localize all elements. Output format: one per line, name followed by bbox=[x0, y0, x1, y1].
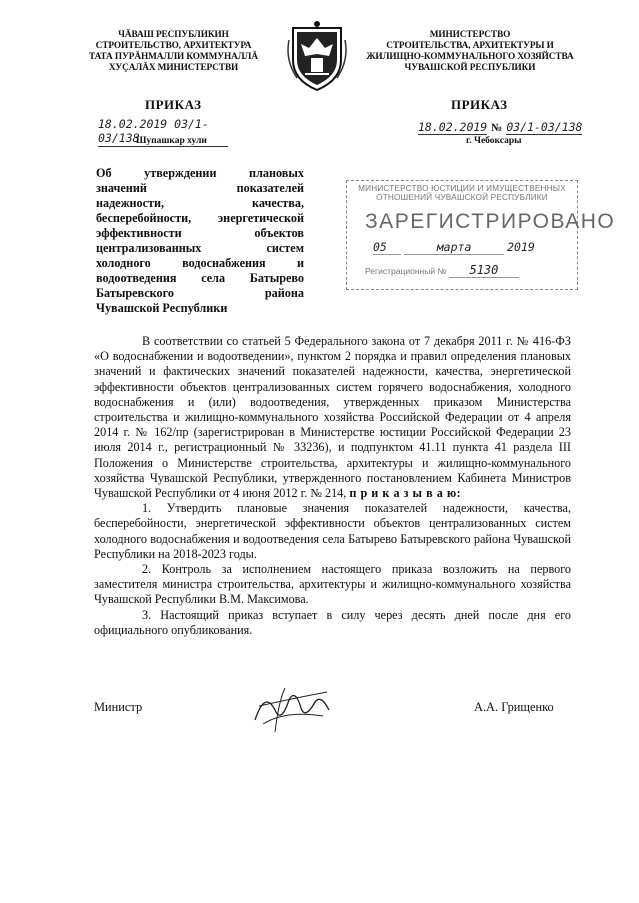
subject-line: централизованных систем bbox=[96, 241, 304, 255]
document-body bbox=[94, 334, 571, 638]
subject-line: водоотведения села Батырево bbox=[96, 271, 304, 285]
body-paragraph: 3. Настоящий приказ вступает в силу через десять дней после дня его официального опубликования. bbox=[94, 607, 571, 637]
signer-position: Министр bbox=[94, 700, 143, 714]
order-word: п р и к а з ы в а ю: bbox=[349, 486, 462, 501]
subject-line: эффективности объектов bbox=[96, 226, 304, 240]
header-right-line: СТРОИТЕЛЬСТВА, АРХИТЕКТУРЫ И bbox=[386, 41, 554, 51]
number-sign: № bbox=[491, 122, 503, 134]
stamp-line: ОТНОШЕНИЙ ЧУВАШСКОЙ РЕСПУБЛИКИ bbox=[376, 193, 548, 202]
stamp-reg-number: 5130 bbox=[449, 263, 519, 278]
left-title: ПРИКАЗ bbox=[145, 97, 202, 112]
signer-name: А.А. Грищенко bbox=[474, 700, 554, 714]
subject-line: Батыревского района bbox=[96, 286, 304, 300]
right-date: 18.02.2019 bbox=[418, 120, 488, 134]
header-right-line: ЖИЛИЩНО-КОММУНАЛЬНОГО ХОЗЯЙСТВА bbox=[366, 52, 574, 62]
header-right-line: ЧУВАШСКОЙ РЕСПУБЛИКИ bbox=[404, 63, 536, 73]
header-left bbox=[66, 30, 281, 74]
body-paragraph: 1. Утвердить плановые значения показателей надежности, качества, бесперебойности, энергетической эффективности объектов централизованных систем холодного водоснабжения и водоотведения села Батырево Батыревского района Чувашской Республики на 2018-2023 годы. bbox=[94, 501, 571, 561]
stamp-line: МИНИСТЕРСТВО ЮСТИЦИИ И ИМУЩЕСТВЕННЫХ bbox=[358, 184, 566, 193]
subject-line: Чувашской Республики bbox=[96, 301, 228, 315]
subject-line: холодного водоснабжения и bbox=[96, 256, 304, 270]
subject-line: надежности, качества, bbox=[96, 196, 304, 210]
subject-line: Об утверждении плановых bbox=[96, 166, 304, 180]
stamp-reg-label: Регистрационный № bbox=[365, 266, 447, 276]
coat-of-arms-emblem bbox=[287, 20, 347, 92]
body-text: В соответствии со статьей 5 Федерального закона от 7 декабря 2011 г. № 416-ФЗ «О водоснабжении и водоотведении», пунктом 2 порядка и правил определения плановых значений и фактических значений показателей надежности, качества, энергетической эффективности объектов централизованных систем горячего водоснабжения, холодного водоснабжения и (или) водоотведения, утвержденных приказом Министерства строительства и жилищно-коммунального хозяйства Российской Федерации от 4 апреля 2014 г. № 162/пр (зарегистрирован в Министерстве юстиции Российской Федерации 23 июля 2014 г., регистрационный № 33236), и подпунктом 41.11 пункта 41 раздела III Положения о Министерстве строительства, архитектуры и жилищно-коммунального хозяйства Чувашской Республики, утвержденного постановлением Кабинета Министров Чувашской Республики от 4 июня 2012 г. № 214, bbox=[94, 334, 571, 501]
header-left-line: ТАТА ПУРĂНМАЛЛИ КОММУНАЛЛĂ bbox=[88, 52, 258, 62]
stamp-date-month: марта bbox=[404, 240, 504, 255]
header-left-line: СТРОИТЕЛЬСТВО, АРХИТЕКТУРА bbox=[95, 41, 252, 51]
right-title: ПРИКАЗ bbox=[451, 97, 508, 112]
stamp-date-year: 2019 bbox=[507, 240, 535, 254]
stamp-reg bbox=[365, 263, 577, 278]
left-date-number: 18.02.2019 03/1-03/138 bbox=[98, 117, 228, 147]
header-right-line: МИНИСТЕРСТВО bbox=[429, 30, 511, 40]
registration-stamp bbox=[346, 180, 616, 290]
subject-line: значений показателей bbox=[96, 181, 304, 195]
document-subject bbox=[96, 166, 304, 316]
right-date-number bbox=[418, 118, 588, 136]
stamp-date bbox=[373, 240, 577, 255]
header-left-line: ХУÇАЛĂХ МИНИСТЕРСТВИ bbox=[108, 63, 239, 73]
right-place: г. Чебоксары bbox=[466, 136, 522, 146]
header-left-line: ЧĂВАШ РЕСПУБЛИКИН bbox=[118, 30, 229, 40]
stamp-title: ЗАРЕГИСТРИРОВАНО bbox=[365, 210, 616, 233]
subject-line: бесперебойности, энергетической bbox=[96, 211, 304, 225]
header-right bbox=[355, 30, 585, 74]
body-paragraph: 2. Контроль за исполнением настоящего приказа возложить на первого заместителя министра строительства, архитектуры и жилищно-коммунального хозяйства Чувашской Республики В.М. Максимова. bbox=[94, 562, 571, 607]
stamp-date-day: 05 bbox=[373, 240, 401, 255]
body-paragraph bbox=[94, 334, 571, 501]
handwritten-signature bbox=[245, 680, 335, 740]
right-number: 03/1-03/138 bbox=[506, 120, 583, 134]
left-place: Шупашкар хули bbox=[136, 136, 207, 146]
